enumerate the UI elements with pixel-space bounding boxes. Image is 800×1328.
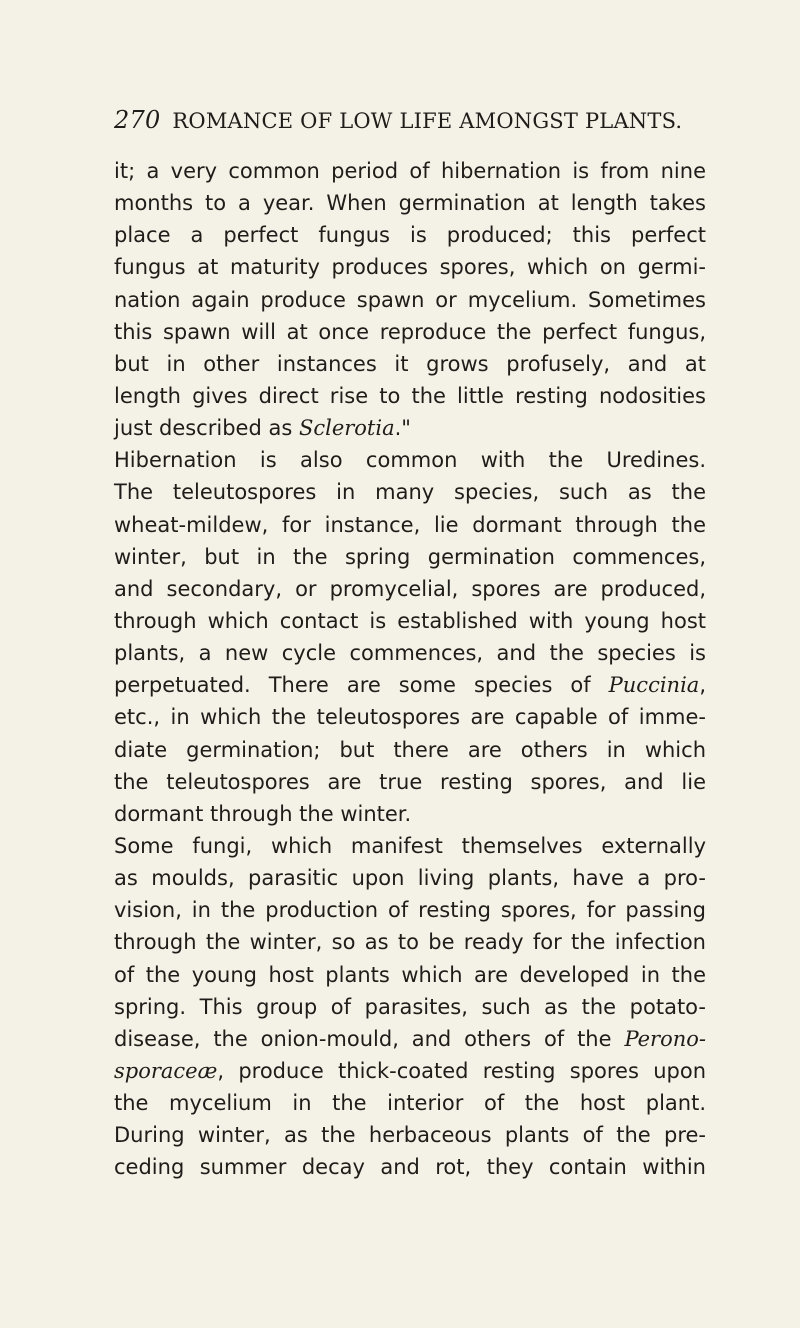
- text-line: the teleutospores are true resting spores, and lie: [114, 769, 706, 794]
- text-line: etc., in which the teleutospores are capable of imme-: [114, 705, 706, 730]
- text-line: nation again produce spawn or mycelium. Sometimes: [114, 287, 706, 312]
- body-text: [114, 155, 706, 1184]
- text-line: dormant through the winter.: [114, 801, 412, 826]
- text-line: but in other instances it grows profusely, and at: [114, 351, 706, 376]
- page-number: 270: [114, 106, 161, 134]
- line-segment: ,: [699, 673, 706, 698]
- running-header: [114, 106, 704, 146]
- text-line: [114, 1023, 706, 1055]
- italic-term: Perono-: [624, 1026, 706, 1051]
- line-segment: , produce thick-coated resting spores upon: [217, 1058, 706, 1083]
- text-line: it; a very common period of hibernation is from nine: [114, 159, 706, 183]
- text-line: [114, 669, 706, 701]
- text-line: and secondary, or promycelial, spores are produced,: [114, 576, 706, 601]
- text-line: wheat-mildew, for instance, lie dormant through the: [114, 512, 706, 537]
- text-line: the mycelium in the interior of the host plant.: [114, 1091, 706, 1116]
- italic-term: Puccinia: [608, 673, 700, 698]
- text-line: place a perfect fungus is produced; this perfect: [114, 223, 706, 248]
- text-line: length gives direct rise to the little resting nodosities: [114, 383, 706, 408]
- text-line: plants, a new cycle commences, and the species is: [114, 641, 706, 666]
- text-line: [114, 1055, 706, 1087]
- text-line: this spawn will at once reproduce the perfect fungus,: [114, 319, 706, 344]
- line-segment: disease, the onion-mould, and others of the: [114, 1026, 625, 1051]
- text-line: winter, but in the spring germination commences,: [114, 544, 706, 569]
- text-line: diate germination; but there are others in which: [114, 737, 706, 762]
- running-title: ROMANCE OF LOW LIFE AMONGST PLANTS.: [172, 109, 683, 133]
- text-line: through the winter, so as to be ready for the infection: [114, 930, 706, 955]
- line-segment: just described as: [114, 416, 299, 441]
- text-line: During winter, as the herbaceous plants of the pre-: [114, 1123, 706, 1148]
- line-segment: .": [394, 416, 411, 441]
- text-line: through which contact is established with young host: [114, 608, 706, 633]
- text-line: Some fungi, which manifest themselves externally: [114, 833, 706, 858]
- text-line: months to a year. When germination at length takes: [114, 191, 706, 216]
- text-line: spring. This group of parasites, such as the potato-: [114, 994, 706, 1019]
- text-line: Hibernation is also common with the Uredines.: [114, 448, 706, 473]
- text-line: fungus at maturity produces spores, which on germi-: [114, 255, 706, 280]
- line-segment: perpetuated. There are some species of: [114, 673, 609, 698]
- text-line: The teleutospores in many species, such as the: [114, 480, 706, 505]
- italic-term: Sclerotia: [298, 416, 395, 441]
- text-line: ceding summer decay and rot, they contain within: [114, 1155, 706, 1180]
- text-line: of the young host plants which are developed in the: [114, 962, 706, 987]
- text-line: as moulds, parasitic upon living plants, have a pro-: [114, 866, 706, 891]
- italic-term: sporaceæ: [114, 1058, 218, 1083]
- text-line: vision, in the production of resting spores, for passing: [114, 898, 706, 923]
- text-line: [114, 412, 706, 444]
